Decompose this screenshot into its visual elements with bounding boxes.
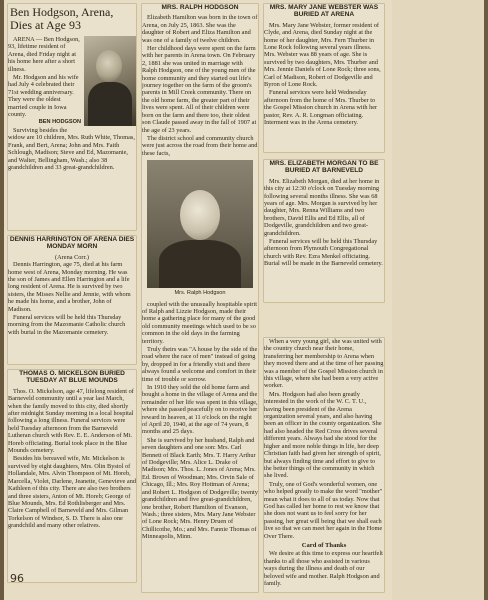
paragraph: Funeral services will be held this Thursday morning from the Mazomanie Catholic church with burial in the Mazomanie cemetery. xyxy=(8,314,126,336)
paragraph: Elizabeth Hamilton was born in the town of Arena, on July 25, 1863. She was the daughter of Robert and Eliza Hamilton and was one of a family of twelve children. xyxy=(142,14,258,44)
headline: DENNIS HARRINGTON OF ARENA DIES MONDAY MORN xyxy=(9,236,135,251)
headline: MRS. ELIZABETH MORGAN TO BE BURIED AT BARNEVELD xyxy=(269,160,379,175)
paragraph: Funeral services will be held this Thursday afternoon from Plymouth Congregational church with Rev. Ezra Menkel officiating. Burial will be made in the Barneveld cemetery. xyxy=(264,238,383,268)
scrapbook-page xyxy=(4,0,484,600)
paragraph: We desire at this time to express our heartfelt thanks to all those who assisted in various ways during the illness and death of our beloved wife and mother. Ralph Hodgson and family. xyxy=(264,550,383,587)
photo-caption: BEN HODGSON xyxy=(38,119,81,126)
paragraph: Besides his bereaved wife, Mr. Mickelson is survived by eight daughters, Mrs. Olin Bystol of Hollandale, Mrs. Alvin Thompson of Mt. Horeb, Marcella, Violet, Darlene, Jeanette, Genevieve and Kathleen of this city. There are also two brothers and three sisters, Anton of Mt. Horeb; George of Blue Mounds, Mrs. Ed Rothlisberger and Mrs. Claire Campbell of Barneveld and Mrs. Gilman Torkelson of Windsor, S. D. There is also one grandchild and many other relatives. xyxy=(8,455,136,530)
headline: MRS. RALPH HODGSON xyxy=(161,4,239,11)
dateline: (Arena Corr.) xyxy=(55,253,89,261)
headline: THOMAS O. MICKELSON BURIED TUESDAY AT BLUE MOUNDS xyxy=(19,370,125,385)
blank-page-area xyxy=(392,0,484,600)
clipping-mickelson xyxy=(8,370,136,582)
clipping-tribute xyxy=(264,338,384,592)
paragraph: When a very young girl, she was united with the country church near their home, transferring her membership to Arena when they moved there and at the time of her passing was a member of the Gospel Mission church in this village, where she had been a very active worker. xyxy=(264,338,384,390)
photo-mrs-ralph-hodgson xyxy=(147,160,253,288)
paragraph: She is survived by her husband, Ralph and seven daughters and one son: Mrs. Carl Bennett of Black Earth; Mrs. T. Harry Arthur of Dodgeville; Mrs. Alice L. Drake of Madison; Mrs. Thos. L. Jones of Arena; Mrs. Ed. Brown of Woodman; Mrs. Orvin Sale of Chicago, Ill.; Mrs. Roy Hottman of Arena; and Robert L. Hodgson of Dodgeville; twenty grandchildren and five great-grandchildren, one brother, Robert Hamilton of Evanson, Wash.; three sisters, Mrs. Mary Jane Webster of Lone Rock; Mrs. Henry Druen of Chillicothe, Mo.; and Mrs. Fannie Thomas of Minneapolis, Minn. xyxy=(142,436,258,541)
paragraph: The district school and community church were just across the road from their home and these facts, xyxy=(142,134,258,157)
paragraph: Truly theirs was "A house by the side of the road where the race of men" instead of going by, dropped in for a friendly visit and there always found a welcome and comfort in their time of trouble or sorrow. xyxy=(142,345,258,383)
headline: Ben Hodgson, Arena, Dies at Age 93 xyxy=(10,5,114,32)
clipping-harrington xyxy=(8,236,136,364)
paragraph: Mrs. Elizabeth Morgan, died at her home in this city at 12:30 o'clock on Tuesday morning following several months illness. She was 68 years of age. Mrs. Morgan is survived by her daughter, Mrs. Renna Williams and two brothers, David Ellis and Ed Ellis, all of Dodgeville, grandchildren and two great-grandchildren. xyxy=(264,177,380,237)
paragraph: Dennis Harrington, age 75, died at his farm home west of Arena, Monday morning. He was the son of James and Ellen Harrington and a life long resident of Arena. He is survived by two sisters, the Misses Nellie and Jennie, with whom he made his home, and a brother, John of Madison. xyxy=(8,261,131,313)
paragraph: ARENA — Ben Hodgson, 93, lifetime resident of Arena, died Friday night at his home here after a short illness. xyxy=(8,36,80,73)
photo-caption: Mrs. Ralph Hodgson xyxy=(174,290,226,297)
clipping-morgan xyxy=(264,160,384,302)
paragraph: Funeral services were held Wednesday afternoon from the home of Mrs. Thurber to the Gospel Mission church in Arena with her pastor, Rev. A. R. Longman officiating. Interment was in the Arena cemetery. xyxy=(264,89,378,127)
paragraph: Thos. O. Mickelson, age 47, lifelong resident of Barneveld community until a year last March, when the family moved to this city, died shortly after midnight Sunday morning in a local hospital following a long illness. Funeral services were held Tuesday afternoon from the Barneveld Lutheran church with Rev. E. E. Anderson of Mt. Horeb officiating. Burial took place in the Blue Mounds cemetery. xyxy=(8,387,134,455)
clipping-ralph-hodgson xyxy=(142,4,258,592)
paragraph: In 1910 they sold the old home farm and bought a home in the village of Arena and the remainder of her life was spent in this village, where she passed peacefully on to receive her reward in heaven, at 11 o'clock on the night of April 20, 1940, at the age of 74 years, 8 months and 25 days. xyxy=(142,384,258,436)
photo-ben-hodgson xyxy=(84,36,136,126)
paragraph: Mrs. Mary Jane Webster, former resident of Clyde, and Arena, died Sunday night at the home of her daughter, Mrs. Fern Thurber in Lone Rock following several years illness. Mrs. Webster was 88 years of age. She is survived by two daughters, Mrs. Thurber and Mrs. Jennie Daniels of Lone Rock; three sons, Carl of Madison, Robert of Dodgeville and Byron of Lone Rock. xyxy=(264,21,381,89)
paragraph: Surviving besides the widow are 10 children, Mrs. Ruth White, Thomas, Frank, and Bert, Arena; John and Mrs. Faith Schlough, Madison; Steve and Ed, Mazomanie, and Walter, Bellingham, Wash.; also 38 grandchildren and 33 great-grandchildren. xyxy=(8,126,135,171)
clipping-ben-hodgson xyxy=(8,4,136,230)
paragraph: Truly, one of God's wonderful women, one who helped greatly to make the word "mother" mean what it does to all of us today. Now that God has called her home to rest we know that she does not want us to feel sorry for her passing, her great will being that we shall each live so that we can meet her again in the Home Over There. xyxy=(264,480,383,540)
card-of-thanks-heading: Card of Thanks xyxy=(301,541,347,549)
paragraph: Her childhood days were spent on the farm with her parents in Arena town. On February 2, 1881 she was united in marriage with Ralph Hodgson, one of the young men of the home community and they started out life's journey together on the farm of the groom's parents in Mill Creek community. There on the old home farm, the greater part of their lives were spent. All of their children were born on the farm and there too, their oldest son Claude passed away in the fall of 1907 at the age of 23 years. xyxy=(142,45,257,134)
page-number: 96 xyxy=(10,572,24,585)
paragraph: Mrs. Hodgson had also been greatly interested in the work of the W. C. T. U., having been president of the Arena organization several years, and also having been an officer in the county organization. She had also headed the Red Cross drives several different years. Always had she stood for the higher and more noble things in life, her deep Christian faith had given her strength of spirit, but always finding time and effort to give to the better things of the community in which she lived. xyxy=(264,390,382,480)
clipping-webster xyxy=(264,4,384,152)
headline: MRS. MARY JANE WEBSTER WAS BURIED AT ARENA xyxy=(269,4,379,19)
paragraph: coupled with the unusually hospitable spirit of Ralph and Lizzie Hodgson, made their home a gathering place for many of the good old community meetings which used to be so common in the old days in the farming territory. xyxy=(142,300,258,345)
paragraph: Mr. Hodgson and his wife had July 4 celebrated their 71st wedding anniversary. They were the oldest married couple in Iowa county. xyxy=(8,74,79,119)
